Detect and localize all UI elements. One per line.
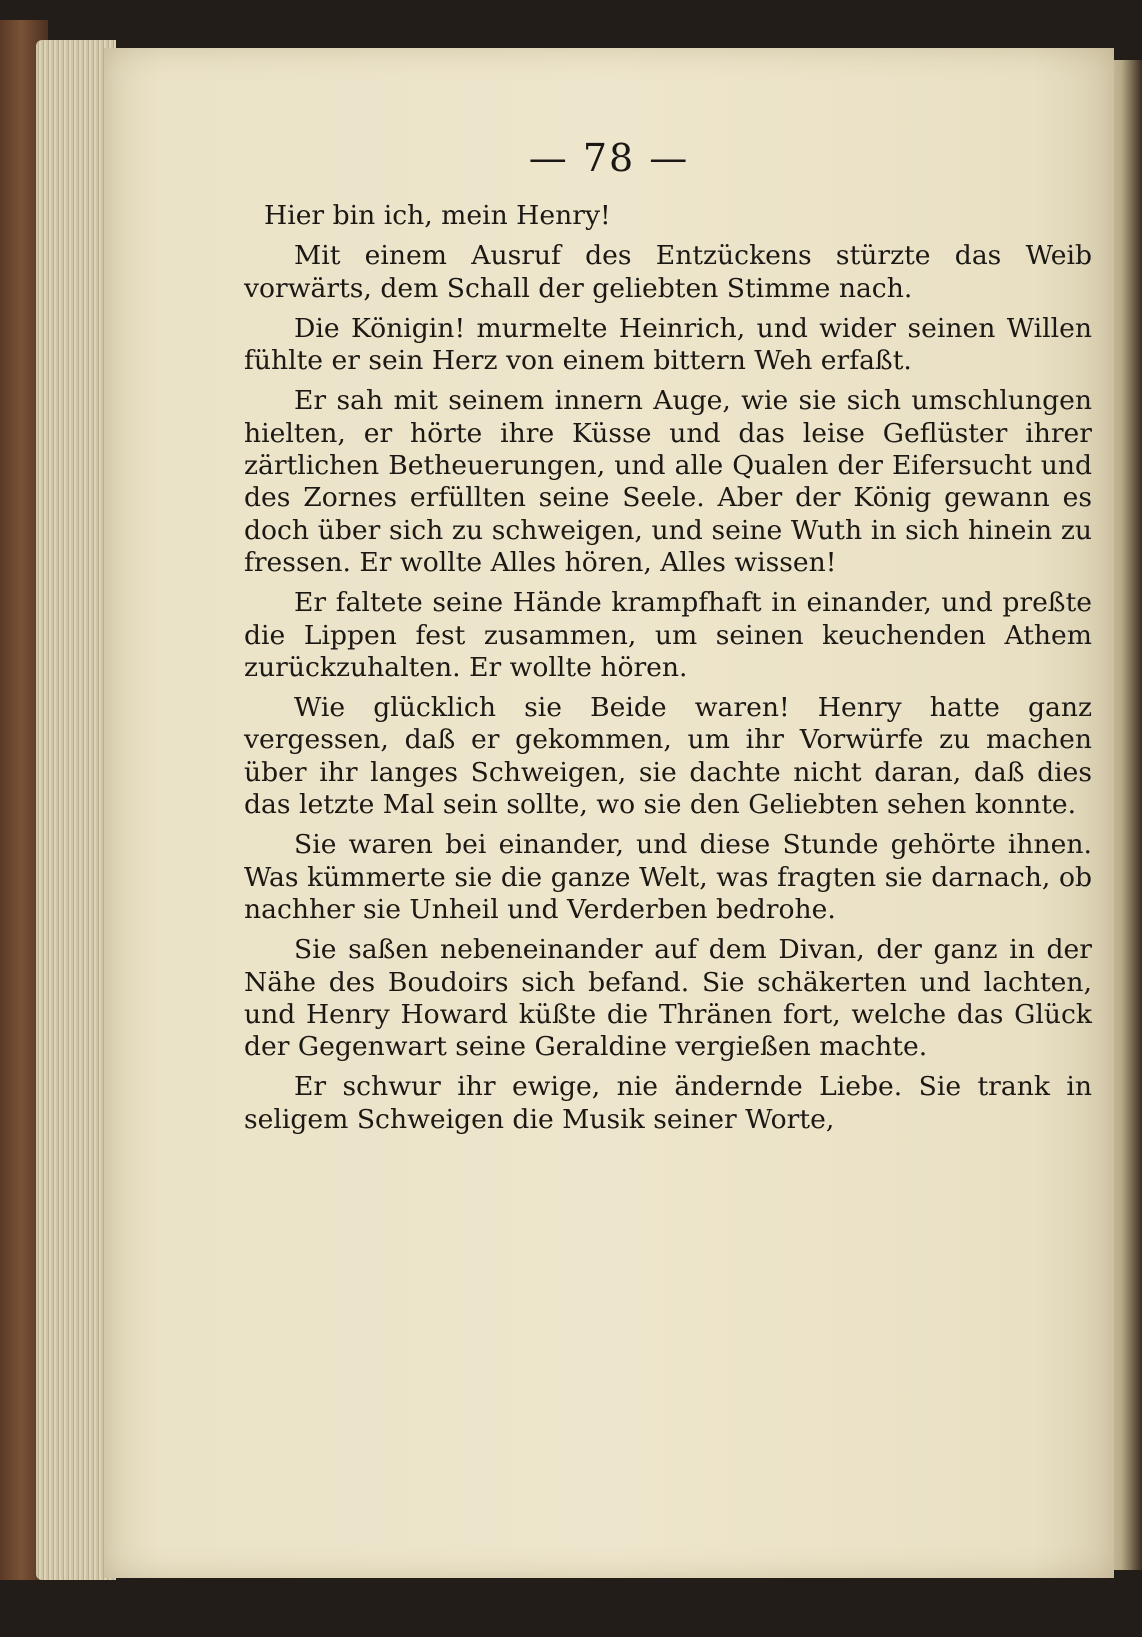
paragraph: Er faltete seine Hände krampfhaft in einander, und preßte die Lippen fest zusammen, um seinen keuchenden Athem zurückzuhalten. Er wollte hören.: [244, 587, 1092, 683]
paragraph: Mit einem Ausruf des Entzückens stürzte das Weib vorwärts, dem Schall der geliebten Stimme nach.: [244, 240, 1092, 304]
paragraph: Wie glücklich sie Beide waren! Henry hatte ganz vergessen, daß er gekommen, um ihr Vorwürfe zu machen über ihr langes Schweigen, sie dachte nicht daran, daß dies das letzte Mal sein sollte, wo sie den Geliebten sehen konnte.: [244, 692, 1092, 821]
page-text: [244, 200, 1092, 1144]
paragraph: Die Königin! murmelte Heinrich, und wider seinen Willen fühlte er sein Herz von einem bittern Weh erfaßt.: [244, 312, 1092, 377]
page-number: — 78 —: [528, 136, 690, 180]
paragraph: Er sah mit seinem innern Auge, wie sie sich umschlungen hielten, er hörte ihre Küsse und das leise Geflüster ihrer zärtlichen Betheuerungen, und alle Qualen der Eifersucht und des Zornes erfüllten seine Seele. Aber der König gewann es doch über sich zu schweigen, und seine Wuth in sich hinein zu fressen. Er wollte Alles hören, Alles wissen!: [244, 385, 1092, 578]
book-page: [104, 48, 1114, 1578]
paragraph: Hier bin ich, mein Henry!: [264, 200, 611, 231]
paragraph: Sie saßen nebeneinander auf dem Divan, der ganz in der Nähe des Boudoirs sich befand. Sie schäkerten und lachten, und Henry Howard küßte die Thränen fort, welche das Glück der Gegenwart seine Geraldine vergießen machte.: [244, 934, 1092, 1063]
paragraph: Sie waren bei einander, und diese Stunde gehörte ihnen. Was kümmerte sie die ganze Welt, was fragten sie darnach, ob nachher sie Unheil und Verderben bedrohe.: [244, 829, 1092, 925]
paragraph: Er schwur ihr ewige, nie ändernde Liebe. Sie trank in seligem Schweigen die Musik seiner Worte,: [244, 1071, 1092, 1135]
